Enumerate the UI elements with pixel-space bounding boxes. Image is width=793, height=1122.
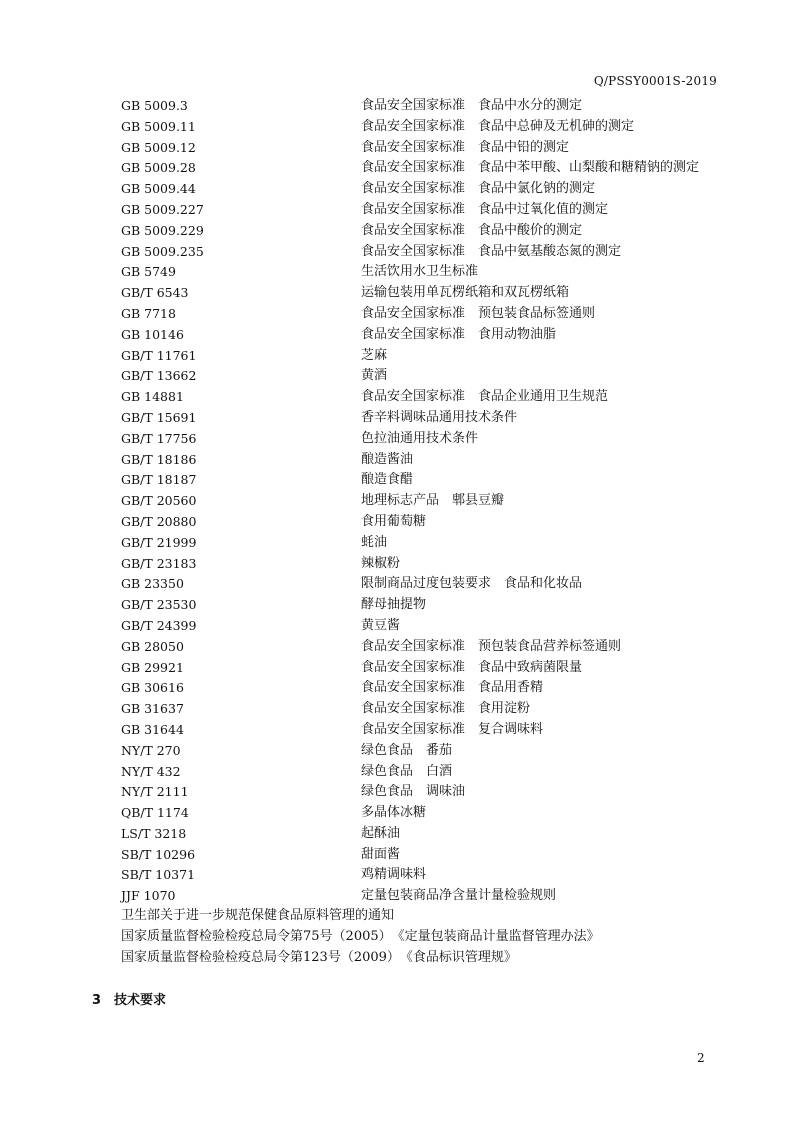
normative-references-list <box>121 96 721 907</box>
standard-code: GB 5009.235 <box>121 243 204 259</box>
standard-row <box>121 179 721 200</box>
standard-title: 多晶体冰糖 <box>361 805 427 821</box>
standard-code: GB 28050 <box>121 638 184 654</box>
standard-title: 食品安全国家标准 食品中致病菌限量 <box>361 659 583 675</box>
standard-title: 食品安全国家标准 预包装食品标签通则 <box>361 305 596 321</box>
standard-code: GB/T 11761 <box>121 347 197 363</box>
standard-row <box>121 574 721 595</box>
standard-code: QB/T 1174 <box>121 805 189 821</box>
standard-code: SB/T 10371 <box>121 867 196 883</box>
regulation-notes <box>121 906 600 968</box>
standard-code: GB/T 20880 <box>121 513 197 529</box>
standard-title: 食品安全国家标准 食品中水分的测定 <box>361 98 583 113</box>
standard-code: GB 31637 <box>121 701 184 717</box>
standard-code: NY/T 432 <box>121 763 181 779</box>
standard-code: GB/T 6543 <box>121 285 189 301</box>
standard-code: GB/T 18186 <box>121 451 197 467</box>
standard-row <box>121 304 721 325</box>
standard-code: GB/T 21999 <box>121 534 197 550</box>
standard-title: 限制商品过度包装要求 食品和化妆品 <box>361 576 583 592</box>
standard-row <box>121 512 721 533</box>
standard-code: JJF 1070 <box>121 888 176 904</box>
standard-row <box>121 886 721 907</box>
standard-code: GB 5009.229 <box>121 222 204 238</box>
standard-title: 香辛料调味品通用技术条件 <box>361 409 518 425</box>
standard-row <box>121 865 721 886</box>
standard-code: GB 5009.11 <box>121 118 196 134</box>
standard-title: 食品安全国家标准 食品中氯化钠的测定 <box>361 181 596 197</box>
standard-code: GB/T 17756 <box>121 430 197 446</box>
standard-row <box>121 138 721 159</box>
note-line: 国家质量监督检验检疫总局令第75号（2005） 《定量包装商品计量监督管理办法》 <box>121 928 600 944</box>
standard-title: 食品安全国家标准 食品中苯甲酸、山梨酸和糖精钠的测定 <box>361 160 700 176</box>
standard-title: 色拉油通用技术条件 <box>361 430 479 446</box>
standard-title: 起酥油 <box>361 825 401 841</box>
standard-row <box>121 533 721 554</box>
standard-code: NY/T 270 <box>121 742 181 758</box>
standard-row <box>121 637 721 658</box>
standard-code: NY/T 2111 <box>121 784 189 800</box>
standard-row <box>121 470 721 491</box>
standard-code: GB 30616 <box>121 680 184 696</box>
standard-title: 食品安全国家标准 食用淀粉 <box>361 701 531 717</box>
document-id: Q/PSSY0001S-2019 <box>593 74 717 88</box>
note-line: 国家质量监督检验检疫总局令第123号（2009） 《食品标识管理规》 <box>121 949 517 965</box>
standard-row <box>121 782 721 803</box>
standard-title: 生活饮用水卫生标准 <box>361 264 479 280</box>
standard-title: 绿色食品 番茄 <box>361 742 453 758</box>
standard-row <box>121 221 721 242</box>
section-title: 技术要求 <box>114 993 167 1008</box>
standard-code: LS/T 3218 <box>121 825 187 841</box>
standard-title: 鸡精调味料 <box>361 867 427 883</box>
standard-row <box>121 803 721 824</box>
page-number: 2 <box>697 1051 705 1065</box>
standard-row <box>121 242 721 263</box>
standard-code: GB/T 18187 <box>121 472 197 488</box>
standard-title: 芝麻 <box>361 347 388 363</box>
standard-row <box>121 283 721 304</box>
standard-code: GB/T 20560 <box>121 493 197 509</box>
standard-row <box>121 616 721 637</box>
standard-title: 绿色食品 白酒 <box>361 763 453 779</box>
standard-row <box>121 741 721 762</box>
standard-title: 食品安全国家标准 预包装食品营养标签通则 <box>361 638 622 654</box>
standard-code: GB 10146 <box>121 326 184 342</box>
standard-title: 食品安全国家标准 食品中过氧化值的测定 <box>361 201 609 217</box>
standard-row <box>121 595 721 616</box>
standard-title: 食用葡萄糖 <box>361 513 427 529</box>
standard-row <box>121 491 721 512</box>
standard-row <box>121 117 721 138</box>
standard-title: 绿色食品 调味油 <box>361 784 466 800</box>
standard-title: 黄豆酱 <box>361 617 401 633</box>
standard-code: GB 23350 <box>121 576 184 592</box>
standard-row <box>121 158 721 179</box>
section-number: 3 <box>92 993 102 1008</box>
standard-title: 食品安全国家标准 食品中铅的测定 <box>361 139 570 155</box>
standard-row <box>121 699 721 720</box>
standard-code: GB/T 13662 <box>121 368 197 384</box>
standard-row <box>121 262 721 283</box>
standard-code: GB 7718 <box>121 305 176 321</box>
standard-row <box>121 845 721 866</box>
standard-code: GB 5009.3 <box>121 98 188 113</box>
standard-row <box>121 720 721 741</box>
standard-title: 食品安全国家标准 食品中总砷及无机砷的测定 <box>361 118 635 134</box>
standard-code: GB 5009.44 <box>121 181 196 197</box>
standard-code: GB 31644 <box>121 721 184 737</box>
standard-title: 定量包装商品净含量计量检验规则 <box>361 888 557 904</box>
standard-title: 蚝油 <box>361 534 388 550</box>
standard-row <box>121 678 721 699</box>
standard-code: GB/T 23183 <box>121 555 197 571</box>
standard-code: GB 29921 <box>121 659 184 675</box>
standard-title: 食品安全国家标准 食品企业通用卫生规范 <box>361 389 609 405</box>
standard-row <box>121 554 721 575</box>
note-line: 卫生部关于进一步规范保健食品原料管理的通知 <box>121 908 395 923</box>
standard-title: 食品安全国家标准 食用动物油脂 <box>361 326 557 342</box>
standard-title: 甜面酱 <box>361 846 401 862</box>
standard-title: 食品安全国家标准 复合调味料 <box>361 721 544 737</box>
standard-title: 运输包装用单瓦楞纸箱和双瓦楞纸箱 <box>361 285 570 301</box>
standard-code: GB/T 15691 <box>121 409 197 425</box>
standard-code: GB 14881 <box>121 389 184 405</box>
standard-row <box>121 408 721 429</box>
standard-code: GB 5749 <box>121 264 176 280</box>
standard-code: GB 5009.12 <box>121 139 196 155</box>
standard-row <box>121 824 721 845</box>
standard-title: 食品安全国家标准 食品用香精 <box>361 680 544 696</box>
standard-title: 黄酒 <box>361 368 388 384</box>
standard-row <box>121 658 721 679</box>
standard-code: SB/T 10296 <box>121 846 196 862</box>
standard-row <box>121 429 721 450</box>
standard-title: 酿造食醋 <box>361 472 414 488</box>
standard-title: 酿造酱油 <box>361 451 414 467</box>
standard-row <box>121 200 721 221</box>
standard-row <box>121 366 721 387</box>
standard-row <box>121 346 721 367</box>
standard-row <box>121 450 721 471</box>
standard-code: GB/T 23530 <box>121 597 197 613</box>
standard-code: GB 5009.28 <box>121 160 196 176</box>
standard-code: GB/T 24399 <box>121 617 197 633</box>
standard-title: 酵母抽提物 <box>361 597 427 613</box>
standard-row <box>121 387 721 408</box>
standard-row <box>121 96 721 117</box>
standard-row <box>121 762 721 783</box>
standard-code: GB 5009.227 <box>121 201 204 217</box>
standard-title: 食品安全国家标准 食品中酸价的测定 <box>361 222 583 238</box>
standard-title: 地理标志产品 郫县豆瓣 <box>361 493 505 509</box>
standard-title: 食品安全国家标准 食品中氨基酸态氮的测定 <box>361 243 622 259</box>
standard-title: 辣椒粉 <box>361 555 401 571</box>
section-heading <box>92 989 166 1008</box>
standard-row <box>121 325 721 346</box>
